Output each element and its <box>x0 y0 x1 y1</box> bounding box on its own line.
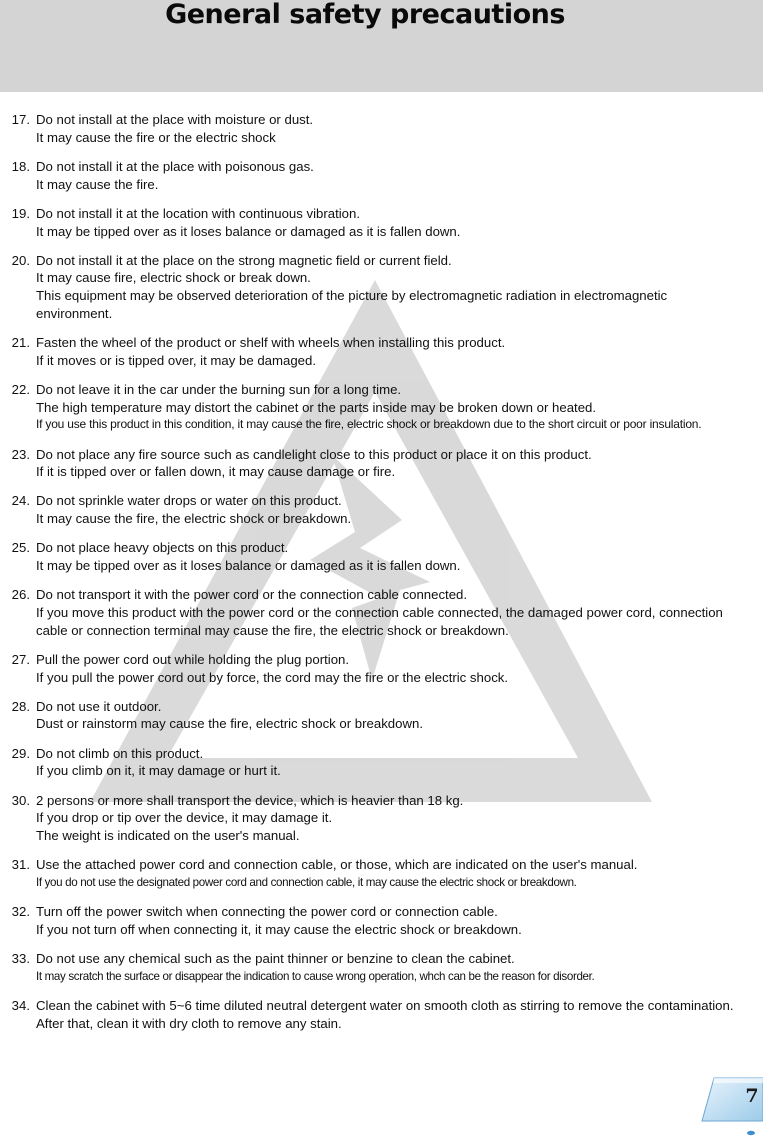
item-detail: If it is tipped over or fallen down, it may cause damage or fire. <box>36 464 396 480</box>
item-detail: This equipment may be observed deterioration of the picture by electromagnetic radiation in electromagnetic environment. <box>36 288 668 321</box>
item-detail: After that, clean it with dry cloth to remove any stain. <box>36 1015 342 1031</box>
item-heading: Use the attached power cord and connection cable, or those, which are indicated on the user's manual. <box>36 857 638 873</box>
item-number: 20. <box>11 252 30 268</box>
item-detail: If you pull the power cord out by force, the cord may the fire or the electric shock. <box>36 669 509 685</box>
list-item-30 <box>0 792 763 845</box>
item-heading: Clean the cabinet with 5~6 time diluted neutral detergent water on smooth cloth as stirring to remove the contamination. <box>36 997 734 1013</box>
item-detail: It may cause fire, electric shock or break down. <box>36 270 311 286</box>
item-detail: It may be tipped over as it loses balance or damaged as it is fallen down. <box>36 223 461 239</box>
item-detail: It may cause the fire or the electric shock <box>36 129 276 145</box>
item-number: 34. <box>11 997 30 1013</box>
list-item-26 <box>0 586 763 639</box>
item-detail: If it moves or is tipped over, it may be damaged. <box>36 352 317 368</box>
item-detail: It may scratch the surface or disappear the indication to cause wrong operation, whch can be the reason for disorder. <box>36 969 595 983</box>
list-item-24 <box>0 492 763 527</box>
list-item-25 <box>0 539 763 574</box>
item-heading: Do not use it outdoor. <box>36 698 162 714</box>
item-detail: The weight is indicated on the user's manual. <box>36 828 300 843</box>
item-number: 19. <box>11 205 30 221</box>
item-number: 31. <box>11 857 30 873</box>
list-item-22 <box>0 381 763 434</box>
page-number-badge <box>700 1073 763 1138</box>
list-item-29 <box>0 745 763 780</box>
list-item-18 <box>0 158 763 193</box>
item-detail: If you climb on it, it may damage or hurt it. <box>36 763 281 779</box>
item-heading: Do not install it at the place with poisonous gas. <box>36 158 314 174</box>
item-heading: Pull the power cord out while holding the plug portion. <box>36 651 350 667</box>
page-title: General safety precautions <box>165 0 565 30</box>
item-detail: If you drop or tip over the device, it may damage it. <box>36 810 333 826</box>
item-number: 18. <box>11 158 30 174</box>
item-heading: Do not install it at the location with continuous vibration. <box>36 205 361 221</box>
item-heading: Do not climb on this product. <box>36 745 204 761</box>
item-detail: If you use this product in this condition, it may cause the fire, electric shock or breakdown due to the short circuit or poor insulation. <box>36 417 702 432</box>
item-number: 21. <box>11 335 30 351</box>
list-item-23 <box>0 446 763 481</box>
item-number: 23. <box>11 446 30 462</box>
item-heading: Turn off the power switch when connecting the power cord or connection cable. <box>36 904 498 920</box>
item-number: 22. <box>11 381 30 397</box>
list-item-19 <box>0 205 763 240</box>
item-heading: Do not sprinkle water drops or water on this product. <box>36 493 342 509</box>
item-heading: 2 persons or more shall transport the device, which is heavier than 18 kg. <box>36 792 464 808</box>
item-heading: Do not transport it with the power cord or the connection cable connected. <box>36 587 468 603</box>
item-number: 27. <box>11 651 30 667</box>
list-item-28 <box>0 698 763 733</box>
list-item-20 <box>0 252 763 323</box>
item-number: 29. <box>11 745 30 761</box>
item-heading: Do not place heavy objects on this product. <box>36 540 289 556</box>
precautions-list <box>0 111 763 1044</box>
item-detail: If you do not use the designated power cord and connection cable, it may cause the electric shock or breakdown. <box>36 875 577 889</box>
list-item-17 <box>0 111 763 146</box>
item-number: 28. <box>11 698 30 714</box>
item-detail: If you not turn off when connecting it, it may cause the electric shock or breakdown. <box>36 921 522 937</box>
item-heading: Do not use any chemical such as the paint thinner or benzine to clean the cabinet. <box>36 951 515 967</box>
item-number: 32. <box>11 904 30 920</box>
blue-dot-icon <box>747 1131 755 1135</box>
header-band <box>0 0 763 92</box>
item-heading: Do not leave it in the car under the burning sun for a long time. <box>36 381 402 397</box>
item-detail: It may cause the fire. <box>36 176 159 192</box>
item-number: 33. <box>11 951 30 967</box>
list-item-32 <box>0 903 763 938</box>
list-item-34 <box>0 997 763 1032</box>
item-detail: Dust or rainstorm may cause the fire, electric shock or breakdown. <box>36 716 423 732</box>
item-detail: The high temperature may distort the cabinet or the parts inside may be broken down or heated. <box>36 399 597 415</box>
item-number: 17. <box>11 112 30 127</box>
item-heading: Do not install it at the place on the strong magnetic field or current field. <box>36 252 452 268</box>
item-detail: It may cause the fire, the electric shock or breakdown. <box>36 511 352 527</box>
page-number: 7 <box>745 1085 759 1107</box>
item-heading: Do not install at the place with moisture or dust. <box>36 112 314 127</box>
item-detail: If you move this product with the power cord or the connection cable connected, the damaged power cord, connection cable or connection terminal may cause the fire, the electric shock or breakdown. <box>36 604 723 638</box>
item-number: 26. <box>11 587 30 603</box>
item-heading: Fasten the wheel of the product or shelf with wheels when installing this product. <box>36 335 506 351</box>
list-item-33 <box>0 950 763 985</box>
list-item-27 <box>0 651 763 686</box>
item-detail: It may be tipped over as it loses balance or damaged as it is fallen down. <box>36 558 461 574</box>
item-number: 25. <box>11 540 30 556</box>
item-number: 24. <box>11 493 30 509</box>
list-item-31 <box>0 856 763 891</box>
list-item-21 <box>0 334 763 369</box>
item-number: 30. <box>11 792 30 808</box>
item-heading: Do not place any fire source such as candlelight close to this product or place it on this product. <box>36 446 592 462</box>
